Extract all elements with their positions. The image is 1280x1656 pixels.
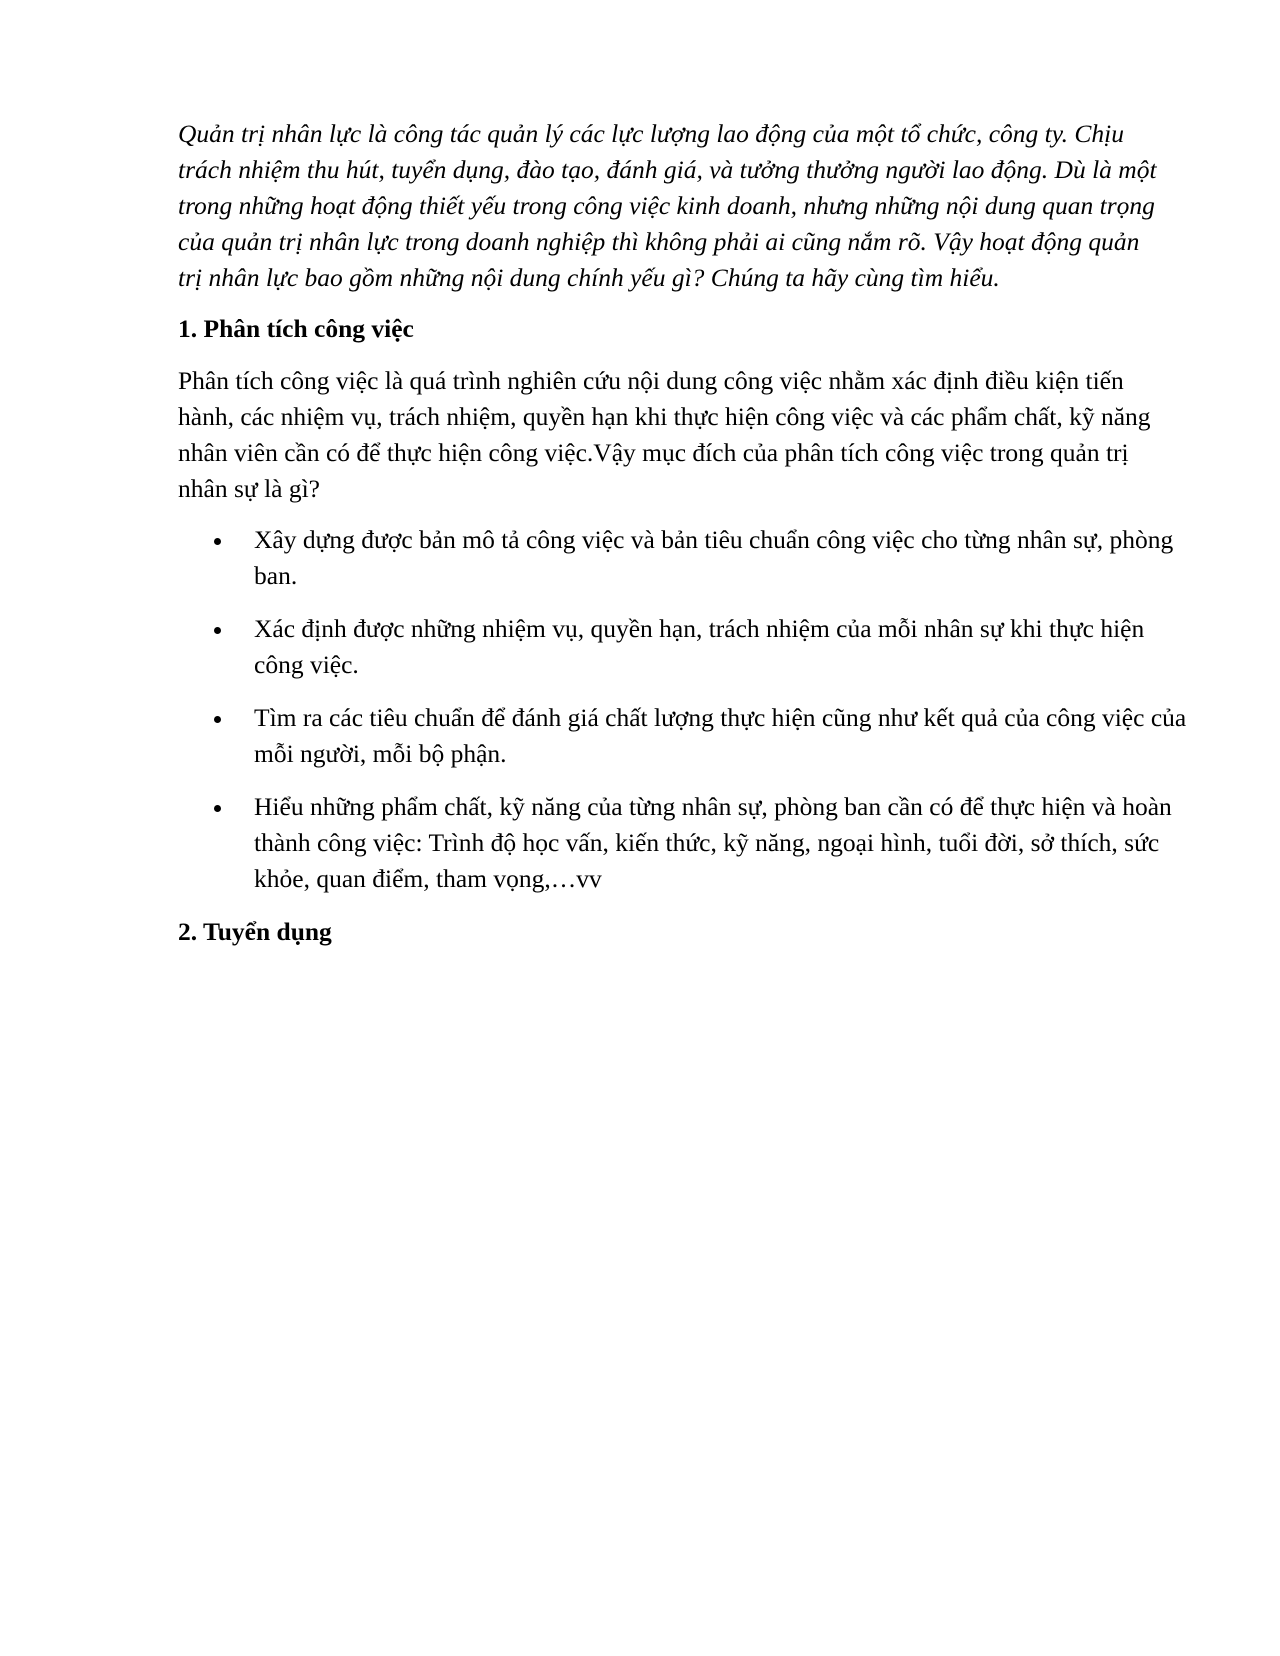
- section-1-bullet-list: [178, 522, 1198, 897]
- bullet-dot-icon: [214, 716, 221, 723]
- bullet-item: [178, 700, 1198, 772]
- bullet-text: Hiểu những phẩm chất, kỹ năng của từng nhân sự, phòng ban cần có để thực hiện và hoàn thành công việc: Trình độ học vấn, kiến thức, kỹ năng, ngoại hình, tuổi đời, sở thích, sức khỏe, quan điểm, tham vọng,…vv: [254, 792, 1172, 893]
- section-1-heading: 1. Phân tích công việc: [178, 314, 414, 343]
- bullet-text: Xác định được những nhiệm vụ, quyền hạn, trách nhiệm của mỗi nhân sự khi thực hiện công việc.: [254, 614, 1145, 679]
- section-1-paragraph: Phân tích công việc là quá trình nghiên cứu nội dung công việc nhằm xác định điều kiện tiến hành, các nhiệm vụ, trách nhiệm, quyền hạn khi thực hiện công việc và các phẩm chất, kỹ năng nhân viên cần có để thực hiện công việc.Vậy mục đích của phân tích công việc trong quản trị nhân sự là gì?: [178, 366, 1151, 503]
- bullet-item: [178, 789, 1198, 897]
- bullet-dot-icon: [214, 805, 221, 812]
- bullet-item: [178, 611, 1198, 683]
- bullet-text: Xây dựng được bản mô tả công việc và bản tiêu chuẩn công việc cho từng nhân sự, phòng ban.: [254, 525, 1174, 590]
- bullet-item: [178, 522, 1198, 594]
- document-page: [178, 116, 1198, 966]
- intro-paragraph: Quản trị nhân lực là công tác quản lý các lực lượng lao động của một tổ chức, công ty. Chịu trách nhiệm thu hút, tuyển dụng, đào tạo, đánh giá, và tưởng thưởng người lao động. Dù là một trong những hoạt động thiết yếu trong công việc kinh doanh, nhưng những nội dung quan trọng của quản trị nhân lực trong doanh nghiệp thì không phải ai cũng nắm rõ. Vậy hoạt động quản trị nhân lực bao gồm những nội dung chính yếu gì? Chúng ta hãy cùng tìm hiểu.: [178, 119, 1157, 292]
- bullet-dot-icon: [214, 627, 221, 634]
- bullet-dot-icon: [214, 538, 221, 545]
- bullet-text: Tìm ra các tiêu chuẩn để đánh giá chất lượng thực hiện cũng như kết quả của công việc của mỗi người, mỗi bộ phận.: [254, 703, 1187, 768]
- section-2-heading: 2. Tuyển dụng: [178, 917, 332, 946]
